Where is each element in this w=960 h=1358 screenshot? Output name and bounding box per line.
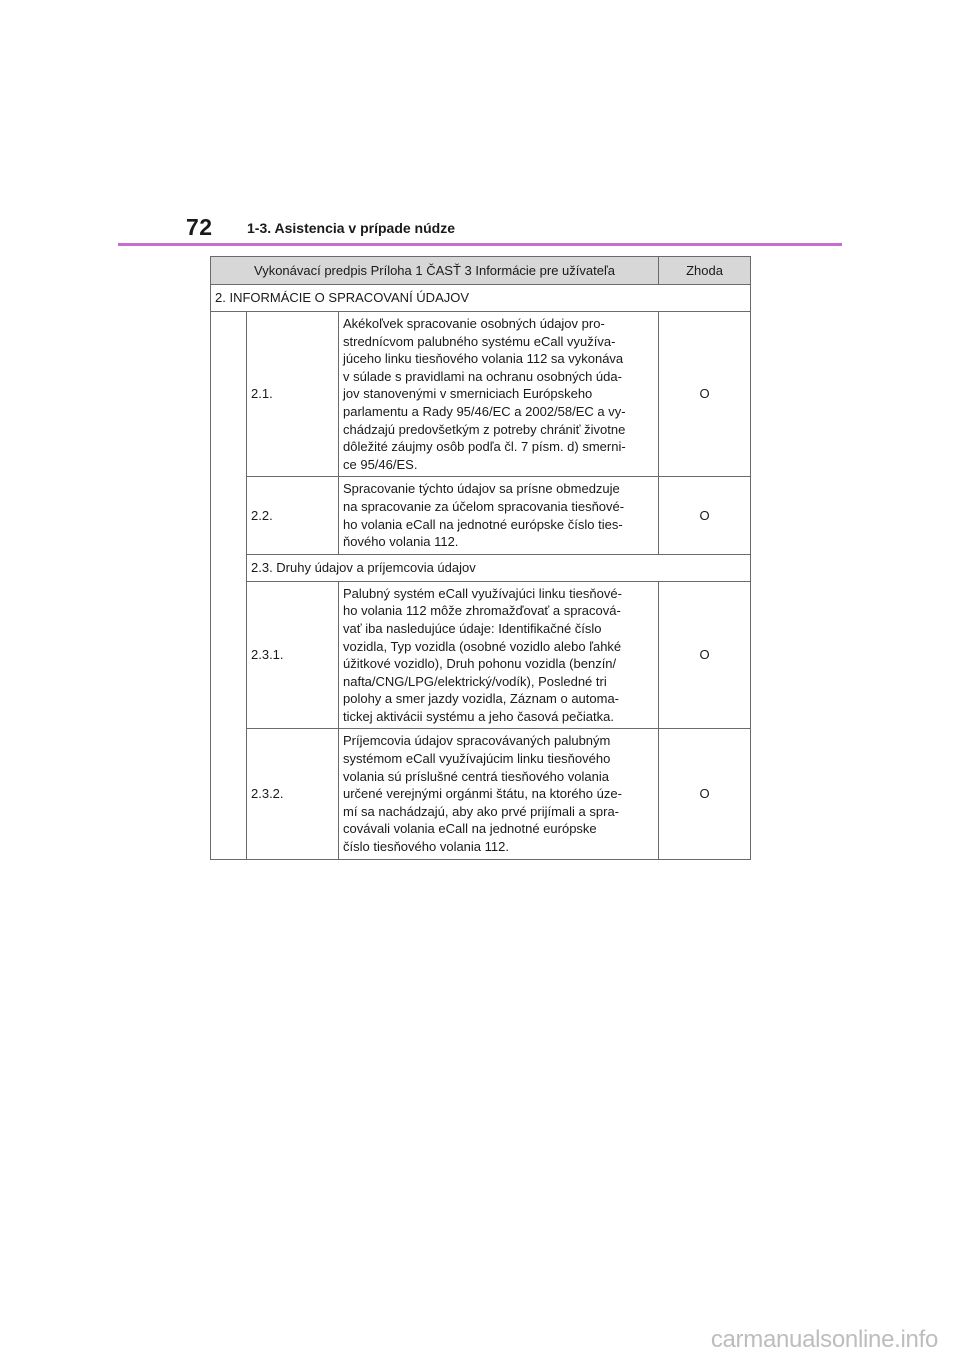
text-line: tickej aktivácii systému a jeho časová pečiatka. xyxy=(343,708,614,724)
compliance-mark: O xyxy=(659,729,751,859)
text-line: mí sa nachádzajú, aby ako prvé prijímali a spra- xyxy=(343,803,620,819)
section-heading-row xyxy=(211,285,751,312)
text-line: covávali volania eCall na jednotné európske xyxy=(343,821,597,837)
text-line: volania sú príslušné centrá tiesňového volania xyxy=(343,768,609,784)
indent-cell xyxy=(211,312,247,860)
text-line: ňového volania 112. xyxy=(343,534,459,550)
text-line: dôležité záujmy osôb podľa čl. 7 písm. d) smerni- xyxy=(343,439,626,455)
page-number: 72 xyxy=(186,214,213,240)
text-line: ho volania eCall na jednotné európske číslo ties- xyxy=(343,516,623,532)
item-text xyxy=(339,312,659,477)
text-line: chádzajú predovšetkým z potreby chrániť životne xyxy=(343,421,626,437)
text-line: polohy a smer jazdy vozidla, Záznam o automa- xyxy=(343,691,620,707)
table-row xyxy=(211,729,751,859)
text-line: na spracovanie za účelom spracovania tiesňové- xyxy=(343,498,625,514)
text-line: ce 95/46/ES. xyxy=(343,456,418,472)
text-line: Príjemcovia údajov spracovávaných palubným xyxy=(343,733,611,749)
column-header-requirement: Vykonávací predpis Príloha 1 ČASŤ 3 Informácie pre užívateľa xyxy=(211,257,659,285)
section-title: 1-3. Asistencia v prípade núdze xyxy=(247,220,455,236)
column-header-compliance: Zhoda xyxy=(659,257,751,285)
text-line: nafta/CNG/LPG/elektrický/vodík), Posledné tri xyxy=(343,673,607,689)
text-line: vať iba nasledujúce údaje: Identifikačné číslo xyxy=(343,620,602,636)
text-line: číslo tiesňového volania 112. xyxy=(343,839,509,855)
item-text xyxy=(339,581,659,729)
text-line: úžitkové vozidlo), Druh pohonu vozidla (benzín/ xyxy=(343,656,617,672)
text-line: systémom eCall využívajúcim linku tiesňového xyxy=(343,751,611,767)
text-line: Palubný systém eCall využívajúci linku tiesňové- xyxy=(343,585,622,601)
table-row xyxy=(211,312,751,477)
subsection-heading-row xyxy=(211,554,751,581)
compliance-mark: O xyxy=(659,477,751,554)
compliance-mark: O xyxy=(659,312,751,477)
table-header-row xyxy=(211,257,751,285)
text-line: Spracovanie týchto údajov sa prísne obmedzuje xyxy=(343,481,620,497)
table-row xyxy=(211,477,751,554)
item-number: 2.3.1. xyxy=(247,581,339,729)
compliance-mark: O xyxy=(659,581,751,729)
item-text xyxy=(339,477,659,554)
text-line: ho volania 112 môže zhromažďovať a spracová- xyxy=(343,603,621,619)
item-text xyxy=(339,729,659,859)
text-line: vozidla, Typ vozidla (osobné vozidlo alebo ľahké xyxy=(343,638,622,654)
section-heading: 2. INFORMÁCIE O SPRACOVANÍ ÚDAJOV xyxy=(211,285,751,312)
text-line: v súlade s pravidlami na ochranu osobných úda- xyxy=(343,368,622,384)
text-line: Akékoľvek spracovanie osobných údajov pro- xyxy=(343,316,605,331)
text-line: parlamentu a Rady 95/46/EC a 2002/58/EC a vy- xyxy=(343,403,626,419)
item-number: 2.3.2. xyxy=(247,729,339,859)
compliance-table xyxy=(210,256,751,860)
text-line: určené verejnými orgánmi štátu, na ktorého úze- xyxy=(343,786,622,802)
text-line: júceho linku tiesňového volania 112 sa vykonáva xyxy=(343,351,624,367)
text-line: jov stanovenými v smerniciach Európskeho xyxy=(343,386,593,402)
item-number: 2.2. xyxy=(247,477,339,554)
watermark-logo: carmanualsonline.info xyxy=(710,1326,938,1353)
table-row xyxy=(211,581,751,729)
item-number: 2.1. xyxy=(247,312,339,477)
header-divider xyxy=(118,243,842,246)
subsection-heading: 2.3. Druhy údajov a príjemcovia údajov xyxy=(247,554,751,581)
text-line: strednícvom palubného systému eCall využíva- xyxy=(343,333,616,349)
